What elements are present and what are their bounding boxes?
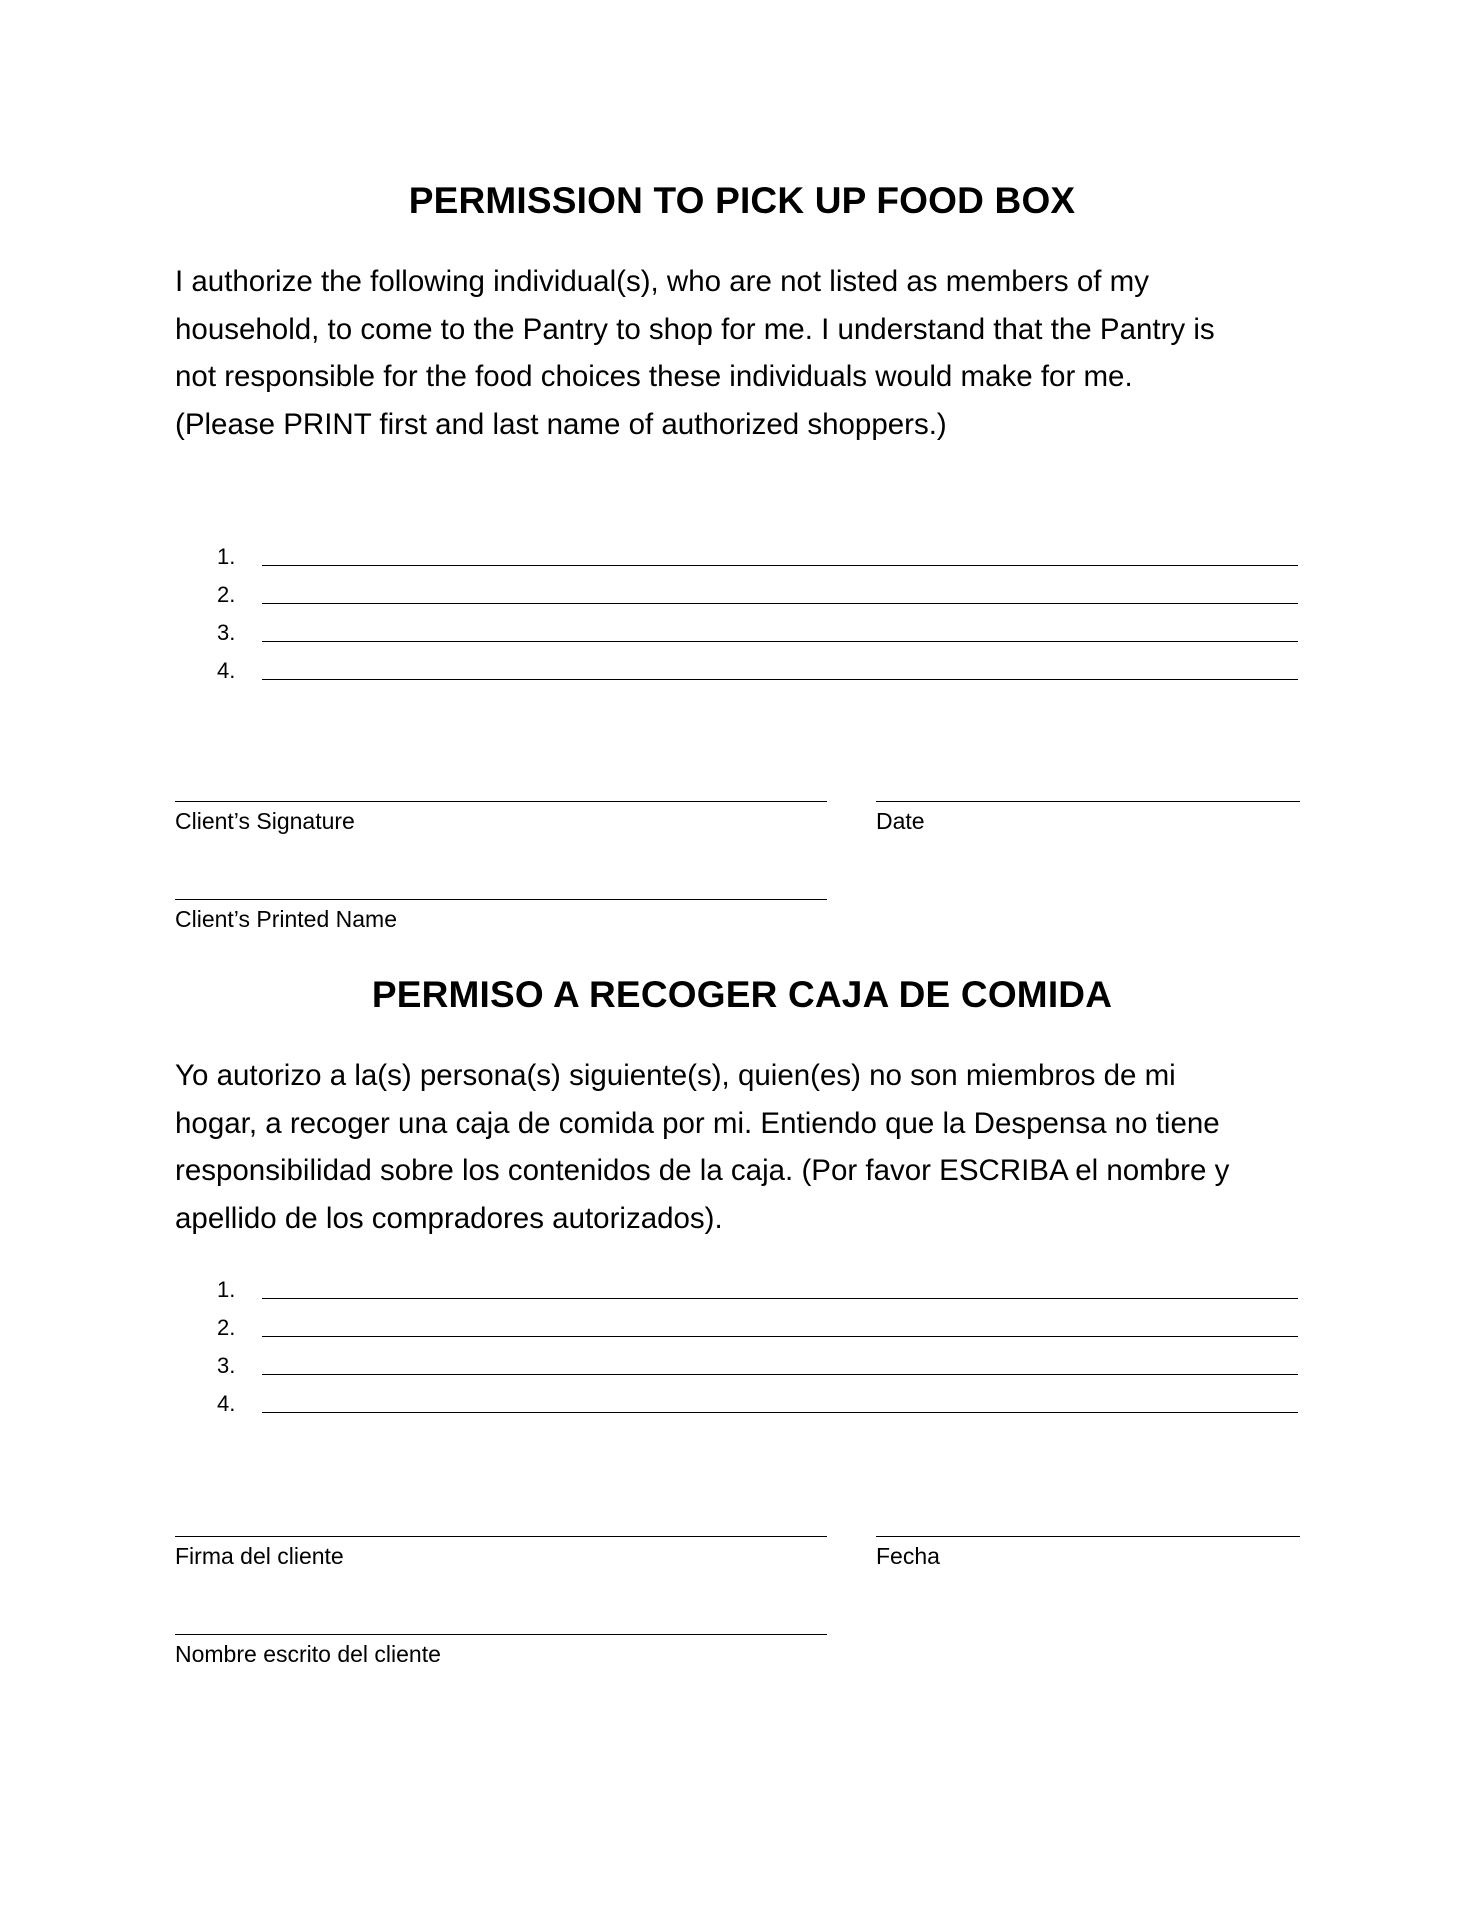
fecha-label: Fecha bbox=[876, 1543, 940, 1569]
nombre-escrito-line[interactable] bbox=[175, 1634, 827, 1635]
shopper-row bbox=[0, 576, 1484, 614]
shopper-name-line[interactable] bbox=[262, 679, 1298, 680]
shopper-row bbox=[0, 1385, 1484, 1423]
row-number: 3. bbox=[217, 1353, 236, 1378]
spanish-paragraph-line: apellido de los compradores autorizados). bbox=[175, 1201, 723, 1235]
english-shopper-list bbox=[0, 538, 1484, 690]
english-title: PERMISSION TO PICK UP FOOD BOX bbox=[408, 180, 1076, 221]
shopper-name-line[interactable] bbox=[262, 1336, 1298, 1337]
client-signature-label: Client’s Signature bbox=[175, 808, 355, 834]
shopper-name-line[interactable] bbox=[262, 641, 1298, 642]
shopper-row bbox=[0, 614, 1484, 652]
client-signature-line[interactable] bbox=[175, 801, 827, 802]
english-paragraph-line: not responsible for the food choices these individuals would make for me. bbox=[175, 360, 1133, 393]
client-printed-name-line[interactable] bbox=[175, 899, 827, 900]
row-number: 3. bbox=[217, 620, 236, 645]
row-number: 4. bbox=[217, 1391, 236, 1416]
row-number: 4. bbox=[217, 658, 236, 683]
shopper-row bbox=[0, 1347, 1484, 1385]
date-line[interactable] bbox=[876, 801, 1300, 802]
row-number: 1. bbox=[217, 1277, 236, 1302]
shopper-row bbox=[0, 1309, 1484, 1347]
row-number: 1. bbox=[217, 544, 236, 569]
english-paragraph-line: I authorize the following individual(s), who are not listed as members of my bbox=[175, 265, 1149, 298]
shopper-name-line[interactable] bbox=[262, 1412, 1298, 1413]
spanish-title: PERMISO A RECOGER CAJA DE COMIDA bbox=[371, 974, 1113, 1015]
shopper-row bbox=[0, 538, 1484, 576]
fecha-line[interactable] bbox=[876, 1536, 1300, 1537]
shopper-name-line[interactable] bbox=[262, 1298, 1298, 1299]
english-paragraph-line: household, to come to the Pantry to shop for me. I understand that the Pantry is bbox=[175, 312, 1215, 346]
english-paragraph-line: (Please PRINT first and last name of authorized shoppers.) bbox=[175, 407, 947, 441]
shopper-name-line[interactable] bbox=[262, 603, 1298, 604]
shopper-row bbox=[0, 1271, 1484, 1309]
shopper-name-line[interactable] bbox=[262, 565, 1298, 566]
client-printed-name-label: Client’s Printed Name bbox=[175, 906, 398, 932]
spanish-paragraph bbox=[175, 1052, 1315, 1242]
nombre-escrito-label: Nombre escrito del cliente bbox=[175, 1641, 441, 1667]
date-label: Date bbox=[876, 808, 925, 834]
firma-label: Firma del cliente bbox=[175, 1543, 344, 1569]
spanish-shopper-list bbox=[0, 1271, 1484, 1423]
row-number: 2. bbox=[217, 1315, 236, 1340]
row-number: 2. bbox=[217, 582, 236, 607]
shopper-row bbox=[0, 652, 1484, 690]
spanish-paragraph-line: hogar, a recoger una caja de comida por mi. Entiendo que la Despensa no tiene bbox=[175, 1106, 1220, 1140]
spanish-paragraph-line: Yo autorizo a la(s) persona(s) siguiente(s), quien(es) no son miembros de mi bbox=[175, 1059, 1176, 1092]
spanish-paragraph-line: responsibilidad sobre los contenidos de la caja. (Por favor ESCRIBA el nombre y bbox=[175, 1154, 1230, 1187]
english-paragraph bbox=[175, 258, 1315, 448]
firma-line[interactable] bbox=[175, 1536, 827, 1537]
shopper-name-line[interactable] bbox=[262, 1374, 1298, 1375]
